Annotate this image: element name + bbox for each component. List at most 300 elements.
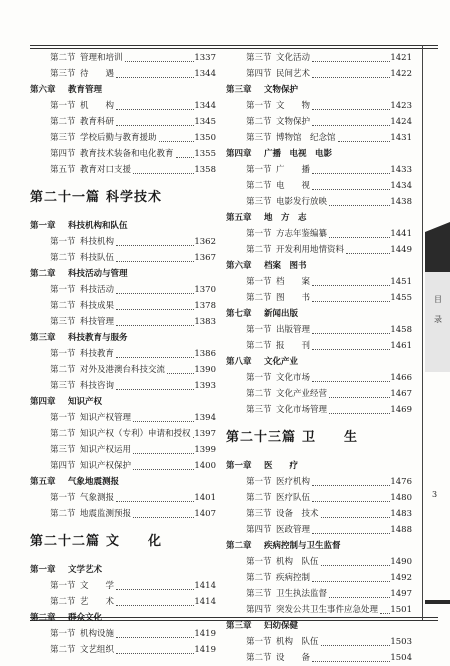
leader-dots <box>338 140 390 142</box>
section-number: 第三节 <box>50 133 76 143</box>
section-entry <box>226 506 412 522</box>
thumb-tab-notch <box>425 222 450 232</box>
section-number: 第二节 <box>50 645 76 655</box>
section-title: 文 物 <box>276 101 311 111</box>
section-page-number: 1480 <box>390 493 412 503</box>
leader-dots <box>116 500 194 502</box>
section-page-number: 1393 <box>194 381 216 391</box>
section-page-number: 1433 <box>390 165 412 175</box>
chapter-title: 地 方 志 <box>264 213 307 223</box>
section-entry <box>226 338 412 354</box>
chapter-number: 第四章 <box>30 397 56 407</box>
section-page-number: 1362 <box>194 237 216 247</box>
section-number: 第三节 <box>246 405 272 415</box>
section-number: 第四节 <box>246 69 272 79</box>
section-entry <box>226 178 412 194</box>
chapter-heading <box>226 306 412 322</box>
chapter-heading <box>30 266 216 282</box>
top-rule-inner <box>30 48 438 49</box>
section-title: 科技教育 <box>80 349 115 359</box>
section-title: 文化活动 <box>276 53 311 63</box>
chapter-heading <box>30 474 216 490</box>
section-entry <box>226 554 412 570</box>
leader-dots <box>321 564 390 566</box>
leader-dots <box>312 60 390 62</box>
section-number: 第三节 <box>246 133 272 143</box>
part-heading <box>30 522 216 562</box>
section-entry <box>226 226 412 242</box>
leader-dots <box>133 516 194 518</box>
section-page-number: 1449 <box>390 245 412 255</box>
chapter-number: 第三章 <box>226 85 252 95</box>
section-title: 电 视 <box>276 181 311 191</box>
section-page-number: 1419 <box>194 629 216 639</box>
section-entry <box>30 490 216 506</box>
section-title: 卫生执法监督 <box>276 589 328 599</box>
chapter-number: 第四章 <box>226 149 252 159</box>
section-number: 第一节 <box>246 373 272 383</box>
section-title: 文物保护 <box>276 117 311 127</box>
section-page-number: 1407 <box>194 509 216 519</box>
leader-dots <box>116 308 194 310</box>
section-entry <box>30 98 216 114</box>
chapter-title: 科技活动与管理 <box>68 269 128 279</box>
section-page-number: 1344 <box>194 69 216 79</box>
chapter-number: 第二章 <box>30 269 56 279</box>
leader-dots <box>312 300 390 302</box>
section-number: 第一节 <box>50 101 76 111</box>
chapter-heading <box>30 610 216 626</box>
section-entry <box>30 410 216 426</box>
section-entry <box>226 322 412 338</box>
section-number: 第五节 <box>50 165 76 175</box>
section-title: 广 播 <box>276 165 311 175</box>
section-entry <box>226 650 412 666</box>
section-title: 地震监测预报 <box>80 509 132 519</box>
section-entry <box>30 442 216 458</box>
bottom-tab-bar <box>425 600 450 604</box>
chapter-number: 第六章 <box>226 261 252 271</box>
section-number: 第一节 <box>246 637 272 647</box>
section-number: 第一节 <box>246 101 272 111</box>
chapter-title: 知识产权 <box>68 397 103 407</box>
section-entry <box>30 578 216 594</box>
leader-dots <box>116 324 194 326</box>
section-entry <box>30 250 216 266</box>
section-number: 第二节 <box>50 429 76 439</box>
section-entry <box>226 130 412 146</box>
section-entry <box>226 490 412 506</box>
leader-dots <box>176 156 194 158</box>
section-page-number: 1441 <box>390 229 412 239</box>
toc-right-column <box>226 50 412 666</box>
chapter-heading <box>226 618 412 634</box>
section-title: 机 构 <box>80 101 115 111</box>
leader-dots <box>329 396 390 398</box>
side-label-char: 目 <box>434 295 442 304</box>
section-entry <box>30 362 216 378</box>
side-label-char: 录 <box>434 315 442 324</box>
section-number: 第四节 <box>50 461 76 471</box>
section-number: 第二节 <box>246 573 272 583</box>
leader-dots <box>312 484 390 486</box>
section-title: 对外及港澳台科技交流 <box>80 365 166 375</box>
section-page-number: 1438 <box>390 197 412 207</box>
section-number: 第四节 <box>50 149 76 159</box>
section-number: 第二节 <box>246 293 272 303</box>
section-page-number: 1344 <box>194 101 216 111</box>
section-title: 学校后勤与教育援助 <box>80 133 157 143</box>
section-entry <box>226 602 412 618</box>
section-number: 第一节 <box>246 165 272 175</box>
section-number: 第二节 <box>246 181 272 191</box>
section-page-number: 1503 <box>390 637 412 647</box>
section-entry <box>30 426 216 442</box>
leader-dots <box>159 140 194 142</box>
top-rule <box>30 45 438 46</box>
margin-line <box>422 45 423 620</box>
section-entry <box>226 570 412 586</box>
section-entry <box>30 298 216 314</box>
section-page-number: 1504 <box>390 653 412 663</box>
page-number: 3 <box>432 490 438 499</box>
section-entry <box>226 114 412 130</box>
section-number: 第三节 <box>246 53 272 63</box>
chapter-title: 教育管理 <box>68 85 103 95</box>
section-number: 第二节 <box>50 253 76 263</box>
section-title: 博物馆 纪念馆 <box>276 133 336 143</box>
leader-dots <box>116 652 194 654</box>
section-title: 待 遇 <box>80 69 115 79</box>
chapter-heading <box>226 146 412 162</box>
section-number: 第三节 <box>50 445 76 455</box>
chapter-title: 群众文化 <box>68 613 103 623</box>
section-entry <box>30 282 216 298</box>
section-number: 第三节 <box>50 381 76 391</box>
chapter-number: 第五章 <box>226 213 252 223</box>
chapter-number: 第二章 <box>226 541 252 551</box>
section-title: 开发利用地情资料 <box>276 245 345 255</box>
section-number: 第二节 <box>246 653 272 663</box>
section-page-number: 1367 <box>194 253 216 263</box>
chapter-title: 医 疗 <box>264 461 299 471</box>
section-page-number: 1423 <box>390 101 412 111</box>
section-title: 疾病控制 <box>276 573 311 583</box>
section-page-number: 1390 <box>194 365 216 375</box>
section-number: 第三节 <box>50 69 76 79</box>
chapter-number: 第三章 <box>226 621 252 631</box>
leader-dots <box>312 76 390 78</box>
leader-dots <box>133 452 194 454</box>
section-number: 第二节 <box>50 365 76 375</box>
chapter-number: 第一章 <box>30 565 56 575</box>
section-page-number: 1397 <box>194 429 216 439</box>
section-number: 第一节 <box>246 557 272 567</box>
section-page-number: 1337 <box>194 53 216 63</box>
section-number: 第二节 <box>50 597 76 607</box>
section-title: 知识产权（专利）申请和授权 <box>80 429 191 439</box>
part-number: 第二十二篇 <box>30 534 101 549</box>
chapter-title: 气象地震测报 <box>68 477 120 487</box>
section-entry <box>226 386 412 402</box>
section-page-number: 1355 <box>194 149 216 159</box>
section-number: 第二节 <box>246 341 272 351</box>
part-title: 科学技术 <box>106 190 163 205</box>
section-entry <box>30 642 216 658</box>
section-title: 出版管理 <box>276 325 311 335</box>
section-page-number: 1350 <box>194 133 216 143</box>
section-title: 电影发行放映 <box>276 197 328 207</box>
leader-dots <box>312 532 390 534</box>
section-page-number: 1497 <box>390 589 412 599</box>
leader-dots <box>329 204 390 206</box>
chapter-heading <box>226 82 412 98</box>
section-entry <box>226 370 412 386</box>
section-number: 第一节 <box>246 277 272 287</box>
chapter-heading <box>226 538 412 554</box>
section-page-number: 1386 <box>194 349 216 359</box>
section-number: 第一节 <box>50 237 76 247</box>
section-entry <box>226 402 412 418</box>
leader-dots <box>116 292 194 294</box>
section-number: 第一节 <box>50 629 76 639</box>
section-page-number: 1358 <box>194 165 216 175</box>
section-title: 教育科研 <box>80 117 115 127</box>
section-number: 第一节 <box>50 413 76 423</box>
chapter-title: 文物保护 <box>264 85 299 95</box>
part-number: 第二十三篇 <box>226 430 297 445</box>
section-title: 气象测报 <box>80 493 115 503</box>
section-page-number: 1467 <box>390 389 412 399</box>
part-title: 文 化 <box>106 534 163 549</box>
leader-dots <box>312 348 390 350</box>
section-page-number: 1458 <box>390 325 412 335</box>
section-title: 知识产权管理 <box>80 413 132 423</box>
leader-dots <box>346 252 390 254</box>
section-number: 第二节 <box>246 389 272 399</box>
section-title: 突发公共卫生事件应急处理 <box>276 605 379 615</box>
section-number: 第二节 <box>50 53 76 63</box>
section-page-number: 1394 <box>194 413 216 423</box>
section-number: 第一节 <box>50 285 76 295</box>
section-title: 设 备 <box>276 653 311 663</box>
section-entry <box>30 234 216 250</box>
section-number: 第二节 <box>50 301 76 311</box>
leader-dots <box>312 172 390 174</box>
section-number: 第一节 <box>246 229 272 239</box>
chapter-number: 第七章 <box>226 309 252 319</box>
chapter-heading <box>226 354 412 370</box>
section-page-number: 1466 <box>390 373 412 383</box>
leader-dots <box>116 604 194 606</box>
section-entry <box>30 378 216 394</box>
section-entry <box>226 50 412 66</box>
leader-dots <box>312 108 390 110</box>
section-title: 文 学 <box>80 581 115 591</box>
leader-dots <box>329 596 390 598</box>
section-title: 教育对口支援 <box>80 165 132 175</box>
section-entry <box>30 346 216 362</box>
section-title: 机构 队伍 <box>276 637 319 647</box>
chapter-title: 广播 电视 电影 <box>264 149 333 159</box>
section-entry <box>30 66 216 82</box>
section-entry <box>226 290 412 306</box>
section-number: 第三节 <box>246 197 272 207</box>
section-number: 第二节 <box>246 245 272 255</box>
section-number: 第二节 <box>246 117 272 127</box>
section-number: 第三节 <box>246 509 272 519</box>
leader-dots <box>133 172 194 174</box>
leader-dots <box>125 60 194 62</box>
section-number: 第一节 <box>50 349 76 359</box>
section-title: 医疗队伍 <box>276 493 311 503</box>
section-title: 知识产权保护 <box>80 461 132 471</box>
section-page-number: 1434 <box>390 181 412 191</box>
section-title: 机构 队伍 <box>276 557 319 567</box>
section-page-number: 1488 <box>390 525 412 535</box>
section-page-number: 1461 <box>390 341 412 351</box>
section-title: 科技咨询 <box>80 381 115 391</box>
leader-dots <box>116 636 194 638</box>
section-title: 科技成果 <box>80 301 115 311</box>
section-entry <box>30 626 216 642</box>
chapter-title: 文化产业 <box>264 357 299 367</box>
leader-dots <box>133 468 194 470</box>
section-entry <box>226 194 412 210</box>
leader-dots <box>312 332 390 334</box>
section-entry <box>226 634 412 650</box>
section-entry <box>30 506 216 522</box>
section-number: 第四节 <box>246 605 272 615</box>
section-number: 第一节 <box>246 325 272 335</box>
section-title: 文化市场 <box>276 373 311 383</box>
section-number: 第四节 <box>246 525 272 535</box>
section-page-number: 1378 <box>194 301 216 311</box>
section-title: 图 书 <box>276 293 311 303</box>
chapter-number: 第六章 <box>30 85 56 95</box>
section-page-number: 1490 <box>390 557 412 567</box>
leader-dots <box>116 108 194 110</box>
chapter-title: 科技机构和队伍 <box>68 221 128 231</box>
side-label <box>431 290 445 330</box>
chapter-number: 第二章 <box>30 613 56 623</box>
chapter-heading <box>30 218 216 234</box>
section-title: 设备 技术 <box>276 509 319 519</box>
section-page-number: 1383 <box>194 317 216 327</box>
section-title: 民间艺术 <box>276 69 311 79</box>
leader-dots <box>116 76 194 78</box>
section-page-number: 1414 <box>194 597 216 607</box>
chapter-number: 第一章 <box>226 461 252 471</box>
part-heading <box>226 418 412 458</box>
section-title: 科技管理 <box>80 317 115 327</box>
section-title: 医政管理 <box>276 525 311 535</box>
section-entry <box>226 474 412 490</box>
chapter-heading <box>226 458 412 474</box>
section-title: 文艺组织 <box>80 645 115 655</box>
chapter-heading <box>226 210 412 226</box>
section-entry <box>30 314 216 330</box>
leader-dots <box>321 516 390 518</box>
section-page-number: 1483 <box>390 509 412 519</box>
section-number: 第一节 <box>246 477 272 487</box>
section-page-number: 1400 <box>194 461 216 471</box>
section-number: 第二节 <box>50 509 76 519</box>
part-title: 卫 生 <box>302 430 359 445</box>
leader-dots <box>312 580 390 582</box>
section-page-number: 1419 <box>194 645 216 655</box>
chapter-number: 第一章 <box>30 221 56 231</box>
section-number: 第一节 <box>50 493 76 503</box>
section-number: 第二节 <box>50 117 76 127</box>
section-title: 科技活动 <box>80 285 115 295</box>
section-entry <box>226 586 412 602</box>
section-entry <box>30 594 216 610</box>
leader-dots <box>116 388 194 390</box>
section-number: 第一节 <box>50 581 76 591</box>
section-page-number: 1469 <box>390 405 412 415</box>
section-title: 报 刊 <box>276 341 311 351</box>
leader-dots <box>329 236 390 238</box>
section-entry <box>226 242 412 258</box>
section-entry <box>30 146 216 162</box>
section-title: 科技机构 <box>80 237 115 247</box>
leader-dots <box>312 284 390 286</box>
chapter-title: 疾病控制与卫生监督 <box>264 541 341 551</box>
section-title: 方志年鉴编纂 <box>276 229 328 239</box>
section-entry <box>226 274 412 290</box>
chapter-title: 文学艺术 <box>68 565 103 575</box>
chapter-heading <box>30 330 216 346</box>
leader-dots <box>116 124 194 126</box>
section-page-number: 1501 <box>390 605 412 615</box>
leader-dots <box>329 412 390 414</box>
leader-dots <box>312 188 390 190</box>
chapter-title: 科技教育与服务 <box>68 333 128 343</box>
leader-dots <box>116 244 194 246</box>
leader-dots <box>312 380 390 382</box>
section-page-number: 1370 <box>194 285 216 295</box>
chapter-heading <box>30 562 216 578</box>
section-title: 管理和培训 <box>80 53 123 63</box>
part-number: 第二十一篇 <box>30 190 101 205</box>
section-title: 教育技术装备和电化教育 <box>80 149 174 159</box>
section-number: 第三节 <box>50 317 76 327</box>
section-title: 档 案 <box>276 277 311 287</box>
section-number: 第二节 <box>246 493 272 503</box>
leader-dots <box>321 644 390 646</box>
section-title: 机构设施 <box>80 629 115 639</box>
section-title: 文化市场管理 <box>276 405 328 415</box>
chapter-title: 新闻出版 <box>264 309 299 319</box>
chapter-heading <box>226 258 412 274</box>
section-page-number: 1345 <box>194 117 216 127</box>
section-page-number: 1422 <box>390 69 412 79</box>
leader-dots <box>312 660 390 662</box>
section-page-number: 1414 <box>194 581 216 591</box>
leader-dots <box>380 612 390 614</box>
leader-dots <box>312 500 390 502</box>
section-page-number: 1476 <box>390 477 412 487</box>
section-page-number: 1455 <box>390 293 412 303</box>
chapter-title: 妇幼保健 <box>264 621 299 631</box>
section-entry <box>30 114 216 130</box>
section-page-number: 1401 <box>194 493 216 503</box>
section-entry <box>30 130 216 146</box>
chapter-heading <box>30 82 216 98</box>
section-title: 文化产业经营 <box>276 389 328 399</box>
chapter-heading <box>30 394 216 410</box>
